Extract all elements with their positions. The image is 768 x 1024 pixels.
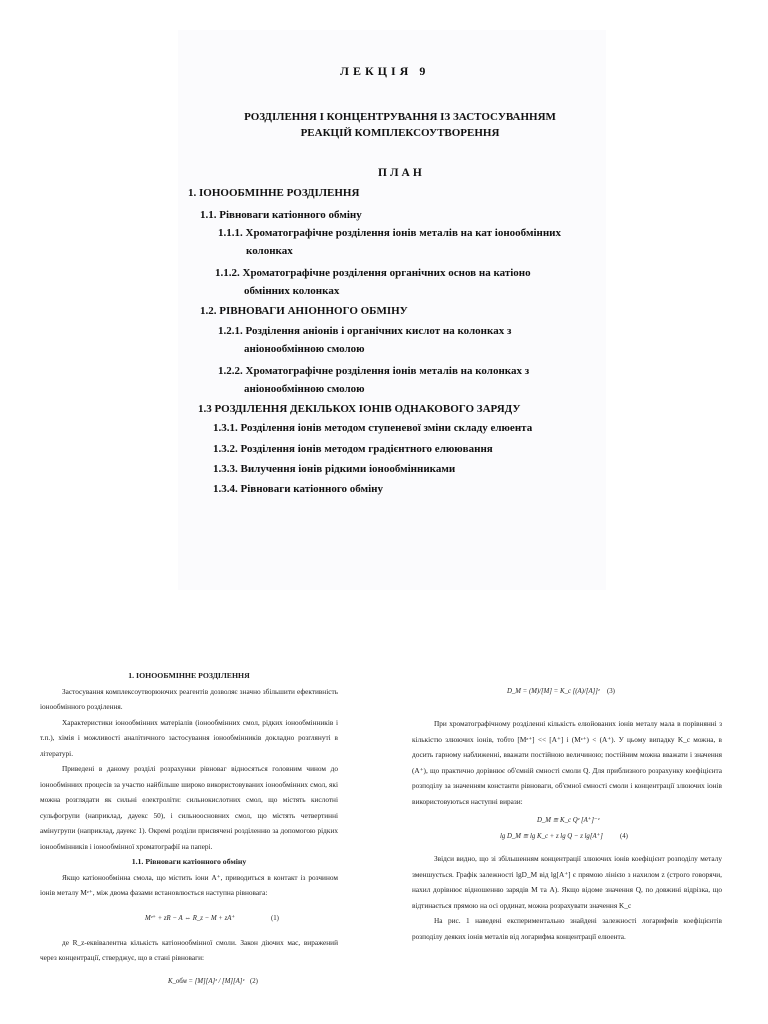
equation-number: (1) [271, 914, 279, 922]
equation-number: (3) [607, 688, 615, 695]
toc-item-1-3-2: 1.3.2. Розділення іонів методом градієнтного елюювання [213, 443, 493, 455]
paragraph: де R_z-еквівалентна кількість катіонообмінної смоли. Закон діючих мас, виражений через концентрації, стверджує, що в стані рівноваги: [40, 937, 338, 962]
paragraph: Звідси видно, що зі збільшенням концентрації злюючих іонів коефіцієнт розподілу металу зменшується. Графік залежності lgD_M від lg[A⁺] є прямою лінією з нахилом z (строго говорячи, нахил дорівнює відношенню зарядів M та A). Якщо відоме значення Q, по довжині відрізка, що відтинається прямою на осі ординат, можна розрахувати значення K_c [412, 854, 722, 910]
toc-item-1: 1. ІОНООБМІННЕ РОЗДІЛЕННЯ [188, 187, 360, 199]
paragraph: Приведені в даному розділі розрахунки рівноваг відносяться головним чином до іонообмінних процесів за участю найбільше широко використовуваних іонообмінних смол, які можна розглядати як сильні електроліти: сильнокислотних смол, що містять кислотні сульфогрупи (наприклад, дауекс 50), і сильноосновних смол, що містять четвертинні амінугрупи (наприклад, дауекс 1). Окремі розділи присвячені розділенню за допомогою рідких іонообмінників і іонообмінної хроматографії на папері. [40, 764, 338, 851]
paragraph: При хроматографічному розділенні кількість елюйованих іонів металу мала в порівнянні з кількістю злюючих іонів, тобто [Mᶻ⁺] << [A⁺] і (Mᶻ⁺) < (A⁺). У цьому випадку K_c можна, в досить гарному наближенні, вважати постійною величиною; постійним можна вважати і значення (A⁺), що практично дорівнює об'ємній ємності смоли Q. Для приблизного розрахунку коефіцієнта розподілу за значенням константи рівноваги, об'ємної ємності смоли і концентрації злюючих іонів використовуються наступні вирази: [412, 719, 722, 806]
equation-number: (2) [250, 977, 258, 985]
main-title-line: РОЗДІЛЕННЯ І КОНЦЕНТРУВАННЯ ІЗ ЗАСТОСУВАННЯМ [244, 111, 556, 123]
equation-4 [412, 809, 722, 851]
equation-expression: Mᶻ⁺ + zR − A ⇔ R_z − M + zA⁺ [145, 914, 235, 922]
plan-heading: ПЛАН [378, 167, 425, 179]
equation-3 [412, 680, 722, 716]
toc-item-1-2: 1.2. РІВНОВАГИ АНІОННОГО ОБМІНУ [200, 305, 408, 317]
right-text-column [412, 680, 722, 944]
toc-item-1-2-2: 1.2.2. Хроматографічне розділення іонів металів на колонках з аніонообмінною смолою [218, 365, 530, 395]
main-title [210, 109, 590, 141]
paragraph: На рис. 1 наведені експериментально знайдені залежності логарифмів коефіцієнтів розподілу деяких іонів металів від логарифма концентрації елюента. [412, 916, 722, 941]
main-title-line: РЕАКЦІЙ КОМПЛЕКСОУТВОРЕННЯ [300, 127, 500, 139]
equation-2 [40, 966, 338, 994]
equation-1 [40, 901, 338, 935]
section-title: 1. ІОНООБМІННЕ РОЗДІЛЕННЯ [128, 671, 250, 680]
left-text-column [40, 668, 338, 994]
toc-item-1-3: 1.3 РОЗДІЛЕННЯ ДЕКІЛЬКОХ ІОНІВ ОДНАКОВОГО ЗАРЯДУ [198, 403, 521, 415]
toc-item-1-1-1: 1.1.1. Хроматографічне розділення іонів металів на кат іонообмінних колонках [218, 227, 562, 257]
paragraph: Застосування комплексоутворюючих реагентів дозволяє значно збільшити ефективність іонообмінного розділення. [40, 686, 338, 711]
toc-item-1-1: 1.1. Рівноваги катіонного обміну [200, 209, 362, 221]
equation-expression: K_обм = [M][A]ᶻ / [M][A]ᶻ [168, 977, 245, 985]
toc-item-1-3-1: 1.3.1. Розділення іонів методом ступеневої зміни складу елюента [213, 422, 533, 434]
toc-item-1-3-3: 1.3.3. Вилучення іонів рідкими іонообмінниками [213, 463, 456, 475]
subsection-title: 1.1. Рівноваги катіонного обміну [131, 857, 247, 866]
toc-item-1-2-1: 1.2.1. Розділення аніонів і органічних кислот на колонках з аніонообмінною смолою [218, 325, 512, 355]
equation-expression: D_M ≅ K_c Qᶻ [A⁺]⁻ᶻ [537, 817, 600, 824]
equation-expression: lg D_M ≅ lg K_c + z lg Q − z lg[A⁺] [500, 833, 603, 840]
lecture-title: ЛЕКЦІЯ 9 [340, 64, 430, 78]
equation-number: (4) [620, 833, 628, 840]
equation-expression: D_M = (M)/[M] = K_c [(A)/[A]]ᶻ [507, 688, 600, 695]
paragraph: Характеристики іонообмінних матеріалів (іонообмінних смол, рідких іонообмінників і т.п.), хімія і можливості аналітичного застосування іонообмінників докладно розглянуті в літературі. [40, 717, 338, 758]
toc-item-1-3-4: 1.3.4. Рівноваги катіонного обміну [213, 483, 383, 495]
paragraph: Якщо катіонообмінна смола, що містить іони A⁺, приводиться в контакт із розчином іонів металу Mᶻ⁺, між двома фазами встановлюється наступна рівновага: [40, 872, 338, 897]
toc-item-1-1-2: 1.1.2. Хроматографічне розділення органічних основ на катіоно обмінних колонках [215, 267, 531, 297]
